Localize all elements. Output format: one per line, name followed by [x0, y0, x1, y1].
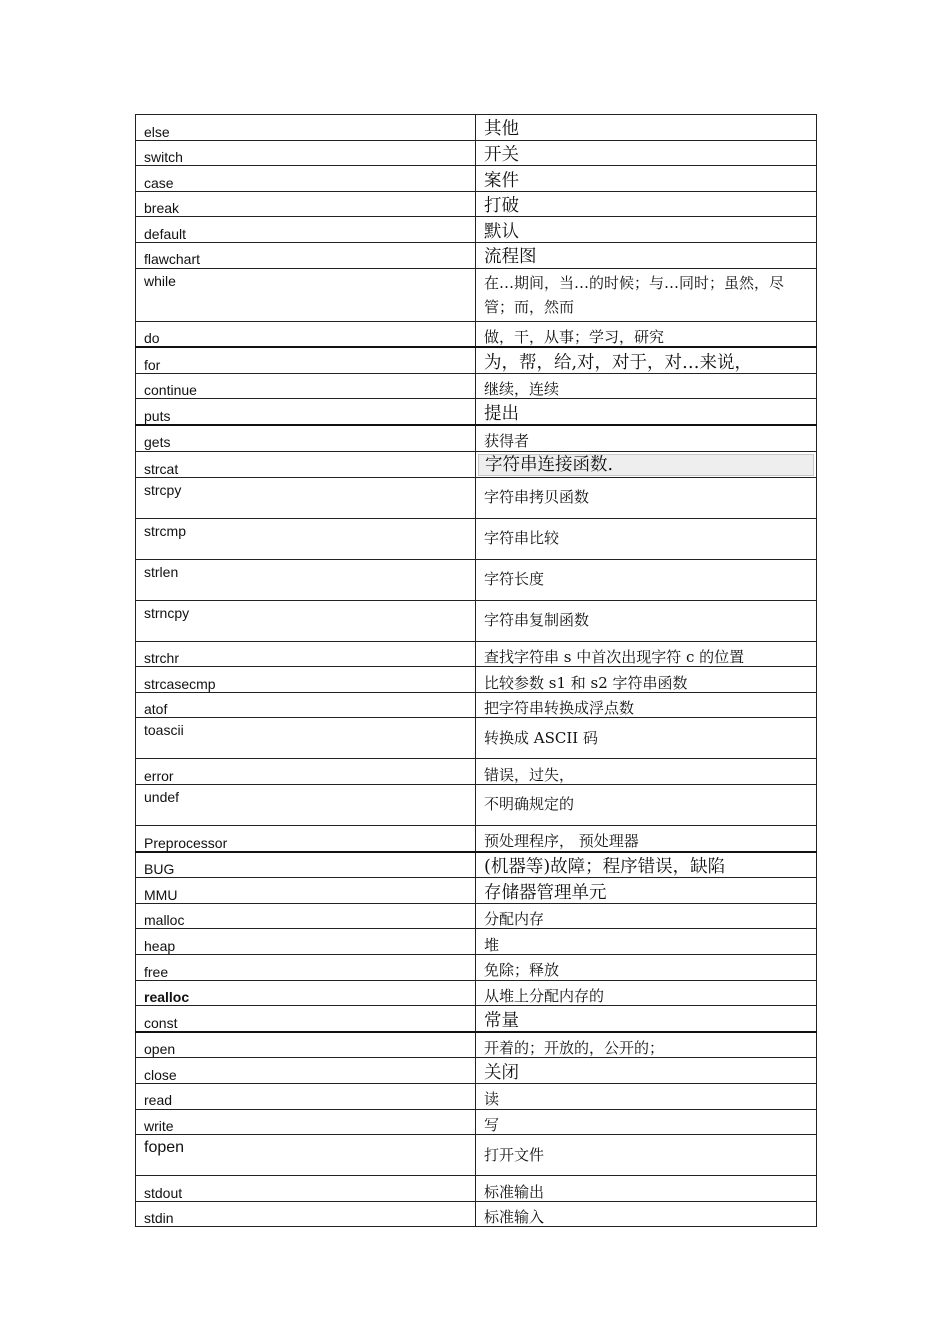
- term-cell: else: [136, 115, 476, 141]
- translation-cell: 字符串复制函数: [476, 600, 817, 641]
- table-row: [136, 600, 817, 641]
- table-row: [136, 477, 817, 518]
- term-cell: stdin: [136, 1201, 476, 1227]
- term-cell: flawchart: [136, 242, 476, 268]
- term-cell: case: [136, 166, 476, 192]
- table-row: [136, 268, 817, 321]
- table-row: [136, 373, 817, 399]
- translation-cell: 为，帮，给,对，对于，对…来说，: [476, 347, 817, 373]
- translation-cell: 堆: [476, 929, 817, 955]
- term-cell: toascii: [136, 718, 476, 759]
- translation-cell: (机器等)故障；程序错误，缺陷: [476, 852, 817, 878]
- translation-cell: 关闭: [476, 1058, 817, 1084]
- term-cell: error: [136, 759, 476, 785]
- term-cell: for: [136, 347, 476, 373]
- table-row: [136, 425, 817, 451]
- table-row: [136, 852, 817, 878]
- table-row: [136, 785, 817, 826]
- table-row: [136, 518, 817, 559]
- translation-cell: 字符串拷贝函数: [476, 477, 817, 518]
- table-row: [136, 1058, 817, 1084]
- term-cell: malloc: [136, 903, 476, 929]
- translation-cell: 提出: [476, 399, 817, 425]
- translation-cell: 常量: [476, 1006, 817, 1032]
- table-row: [136, 903, 817, 929]
- translation-cell: 获得者: [476, 425, 817, 451]
- term-cell: read: [136, 1083, 476, 1109]
- translation-cell: 做，干，从事；学习，研究: [476, 321, 817, 347]
- table-row: [136, 166, 817, 192]
- table-row: [136, 191, 817, 217]
- translation-cell: 比较参数 s1 和 s2 字符串函数: [476, 667, 817, 693]
- table-row: [136, 115, 817, 141]
- translation-cell: 字符串比较: [476, 518, 817, 559]
- translation-cell: 标准输入: [476, 1201, 817, 1227]
- translation-cell: 错误，过失，: [476, 759, 817, 785]
- term-cell: stdout: [136, 1176, 476, 1202]
- translation-cell: 开着的；开放的，公开的；: [476, 1032, 817, 1058]
- term-cell: continue: [136, 373, 476, 399]
- table-row: [136, 140, 817, 166]
- term-cell: const: [136, 1006, 476, 1032]
- translation-cell: 字符长度: [476, 559, 817, 600]
- table-row: [136, 1201, 817, 1227]
- term-cell: strcasecmp: [136, 667, 476, 693]
- term-cell: strchr: [136, 641, 476, 667]
- term-cell: gets: [136, 425, 476, 451]
- term-cell: free: [136, 955, 476, 981]
- translation-cell: 免除；释放: [476, 955, 817, 981]
- translation-cell: 查找字符串 s 中首次出现字符 c 的位置: [476, 641, 817, 667]
- table-row: [136, 955, 817, 981]
- term-cell: break: [136, 191, 476, 217]
- translation-cell: 分配内存: [476, 903, 817, 929]
- term-cell: fopen: [136, 1135, 476, 1176]
- table-row: [136, 826, 817, 852]
- translation-cell: 默认: [476, 217, 817, 243]
- table-row: [136, 347, 817, 373]
- table-row: [136, 1006, 817, 1032]
- table-row: [136, 559, 817, 600]
- vocabulary-table: [135, 114, 817, 1227]
- term-cell: switch: [136, 140, 476, 166]
- term-cell: open: [136, 1032, 476, 1058]
- term-cell: do: [136, 321, 476, 347]
- translation-cell: 从堆上分配内存的: [476, 980, 817, 1006]
- table-row: [136, 641, 817, 667]
- term-cell: strcat: [136, 451, 476, 477]
- table-row: [136, 980, 817, 1006]
- translation-cell: 打开文件: [476, 1135, 817, 1176]
- translation-cell: 开关: [476, 140, 817, 166]
- table-row: [136, 321, 817, 347]
- translation-cell: 不明确规定的: [476, 785, 817, 826]
- table-row: [136, 242, 817, 268]
- table-row: [136, 451, 817, 477]
- term-cell: close: [136, 1058, 476, 1084]
- translation-cell: [476, 451, 817, 477]
- table-row: [136, 1109, 817, 1135]
- translation-cell: 把字符串转换成浮点数: [476, 692, 817, 718]
- term-cell: strncpy: [136, 600, 476, 641]
- translation-cell: 案件: [476, 166, 817, 192]
- translation-cell: 存储器管理单元: [476, 878, 817, 904]
- term-cell: MMU: [136, 878, 476, 904]
- term-cell: realloc: [136, 980, 476, 1006]
- table-row: [136, 1176, 817, 1202]
- term-cell: while: [136, 268, 476, 321]
- term-cell: write: [136, 1109, 476, 1135]
- table-row: [136, 217, 817, 243]
- translation-cell: 转换成 ASCII 码: [476, 718, 817, 759]
- term-cell: default: [136, 217, 476, 243]
- term-cell: atof: [136, 692, 476, 718]
- highlighted-text: 字符串连接函数.: [478, 454, 814, 476]
- table-row: [136, 878, 817, 904]
- term-cell: strcmp: [136, 518, 476, 559]
- term-cell: heap: [136, 929, 476, 955]
- table-row: [136, 667, 817, 693]
- table-row: [136, 692, 817, 718]
- term-cell: strcpy: [136, 477, 476, 518]
- table-row: [136, 759, 817, 785]
- translation-cell: 标准输出: [476, 1176, 817, 1202]
- term-cell: strlen: [136, 559, 476, 600]
- table-row: [136, 1032, 817, 1058]
- table-row: [136, 718, 817, 759]
- translation-cell: 预处理程序， 预处理器: [476, 826, 817, 852]
- translation-cell: 打破: [476, 191, 817, 217]
- term-cell: puts: [136, 399, 476, 425]
- table-row: [136, 929, 817, 955]
- translation-cell: 在…期间，当…的时候；与…同时；虽然，尽管；而，然而: [476, 268, 817, 321]
- term-cell: Preprocessor: [136, 826, 476, 852]
- table-row: [136, 1083, 817, 1109]
- table-row: [136, 399, 817, 425]
- translation-cell: 继续，连续: [476, 373, 817, 399]
- translation-cell: 读: [476, 1083, 817, 1109]
- term-cell: BUG: [136, 852, 476, 878]
- translation-cell: 其他: [476, 115, 817, 141]
- translation-cell: 写: [476, 1109, 817, 1135]
- table-row: [136, 1135, 817, 1176]
- term-cell: undef: [136, 785, 476, 826]
- translation-cell: 流程图: [476, 242, 817, 268]
